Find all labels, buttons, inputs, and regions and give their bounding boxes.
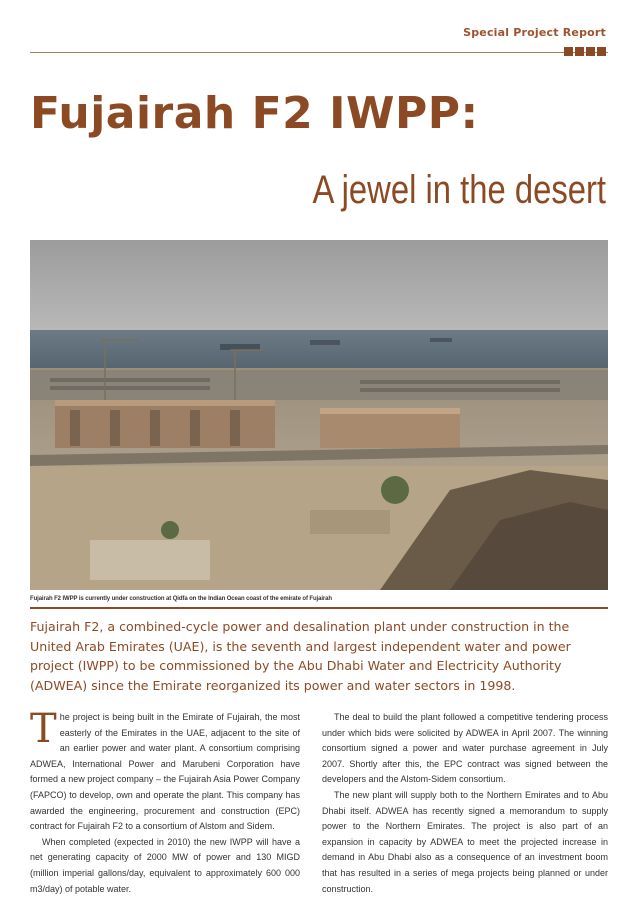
article-title: Fujairah F2 IWPP: [30,88,479,139]
caption-rule [30,607,608,609]
drop-cap: T [30,706,57,752]
construction-site-photo [30,240,608,590]
left-column [30,706,300,897]
right-paragraph-2: The new plant will supply both to the Northern Emirates and to Abu Dhabi itself. ADWEA has recently signed a memorandum to supply power to the Northern Emirates. The project is also part of an expansion in capacity by ADWEA to meet the projected increase in demand in Abu Dhabi also as a consequence of an investment boom that has resulted in a series of mega projects being planned or under construction. [322,789,608,894]
section-label: Special Project Report [463,26,606,39]
photo-caption: Fujairah F2 IWPP is currently under construction at Qidfa on the Indian Ocean coast of the emirate of Fujairah [30,596,332,602]
right-paragraph-1: The deal to build the plant followed a competitive tendering process under which bids were solicited by ADWEA in April 2007. The winning consortium signed a power and water purchase agreement in July 2007. Shortly after this, the EPC contract was signed between the developers and the Alstom-Sidem consortium. [322,712,608,785]
intro-paragraph: Fujairah F2, a combined-cycle power and desalination plant under construction in the United Arab Emirates (UAE), is the seventh and largest independent water and power project (IWPP) to be commissioned by the Abu Dhabi Water and Electricity Authority (ADWEA) since the Emirate reorganized its power and water sectors in 1998. [30,619,571,693]
header-rule [30,52,608,53]
right-column [322,710,608,897]
left-paragraph-1: he project is being built in the Emirate of Fujairah, the most easterly of the Emirates in the UAE, adjacent to the site of an earlier power and water plant. A consortium comprising ADWEA, International Power and Marubeni Corporation have formed a new project company – the Fujairah Asia Power Company (FAPCO) to develop, own and operate the plant. This company has awarded the engineering, procurement and construction (EPC) contract for Fujairah F2 to a consortium of Alstom and Sidem. [30,712,300,832]
left-paragraph-2: When completed (expected in 2010) the new IWPP will have a net generating capacity of 2000 MW of power and 130 MIGD (million imperial gallons/day, equivalent to approximately 600 000 m3/day) of potable water. [30,836,300,894]
article-subtitle: A jewel in the desert [312,168,606,212]
header-blocks [564,47,606,56]
